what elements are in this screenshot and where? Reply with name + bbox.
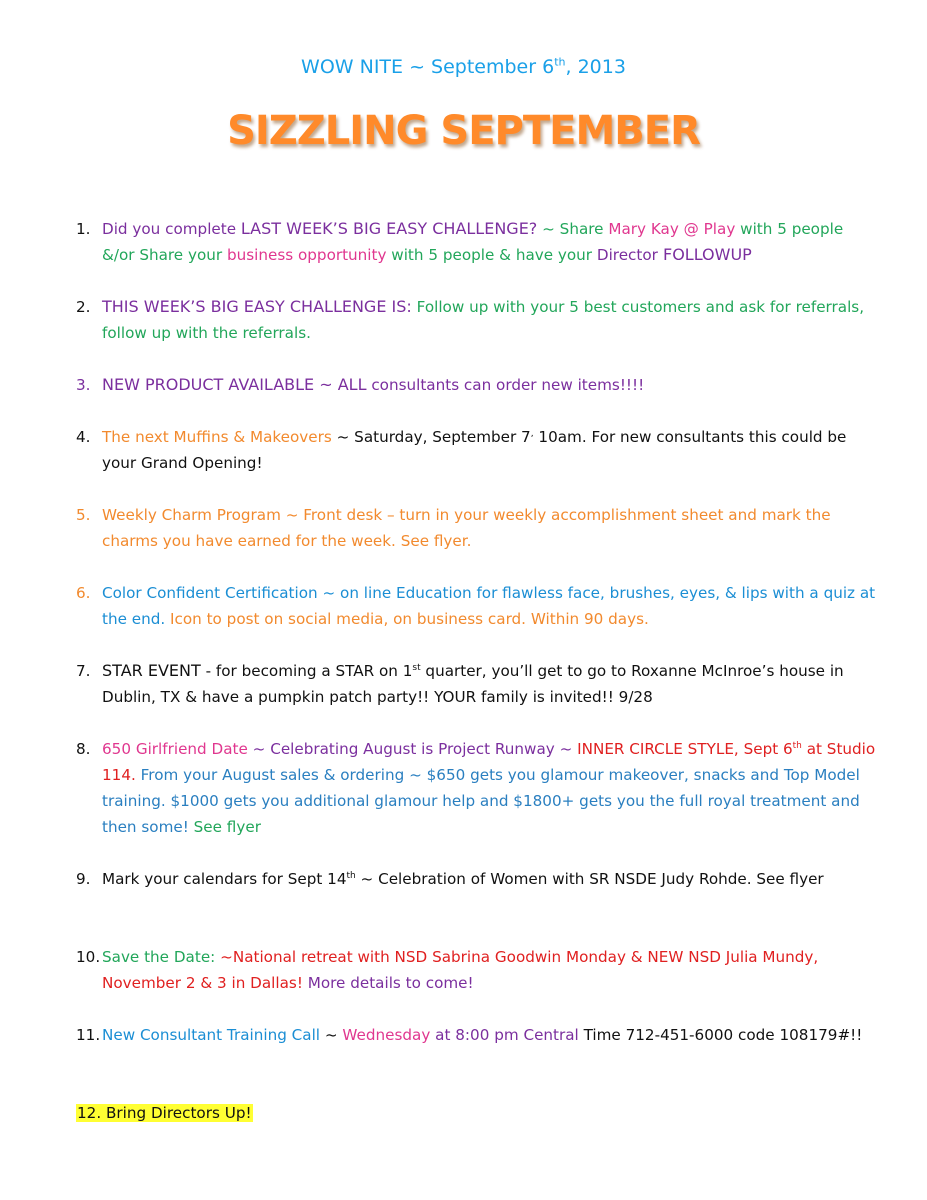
item-text: ~National retreat with NSD Sabrina Goodwin Monday & NEW NSD Julia Mundy, November 2 & 3 in Dallas! [102, 948, 819, 992]
highlighted-item [76, 1104, 253, 1122]
event-date-text: WOW NITE ~ September 6 [301, 56, 555, 78]
item-number: 5. [76, 506, 91, 524]
list-item [76, 580, 876, 632]
item-text: at 8:00 pm [430, 1026, 524, 1044]
item-heading: 650 Girlfriend Date [102, 740, 248, 758]
event-date-suffix: th [554, 55, 566, 69]
item-text: From your August sales & ordering ~ $650 gets you glamour makeover, snacks and Top Model training. $1000 gets you additional glamour help and $1800+ gets you the full royal treatment and then some! [102, 766, 860, 836]
item-text: with 5 people & have your [386, 246, 597, 264]
item-number: 12. [77, 1104, 102, 1122]
item-heading: NEW PRODUCT AVAILABLE ~ [102, 375, 338, 394]
item-text: flawless face, brushes, eyes, & lips with a quiz at the end. [102, 584, 876, 628]
item-text: See flyer [188, 818, 261, 836]
item-highlight: INNER CIRCLE STYLE, Sept 6 [577, 740, 793, 758]
item-text: with 5 people &/or Share your [102, 220, 844, 264]
list-item [76, 658, 876, 710]
item-heading: The next Muffins & Makeovers [102, 428, 332, 446]
item-superscript: th [792, 740, 802, 751]
item-highlight: business opportunity [226, 246, 387, 264]
item-highlight: Mary Kay @ Play [608, 220, 736, 238]
list-item [76, 1100, 876, 1126]
item-text: quarter, you’ll get to go to Roxanne McInroe’s house in Dublin, TX & have a pumpkin patch party!! YOUR family is invited!! 9/28 [102, 662, 844, 706]
page-title: SIZZLING SEPTEMBER [227, 108, 700, 154]
item-heading: New Consultant Training Call [102, 1026, 321, 1044]
item-highlight: Wednesday [342, 1026, 431, 1044]
item-number: 6. [76, 584, 91, 602]
item-text: ~ Celebrating August is Project Runway ~ [247, 740, 578, 758]
item-text: Director [596, 246, 658, 264]
item-text: 10am. For new consultants this could be your Grand Opening! [102, 428, 847, 472]
list-item [76, 424, 876, 476]
item-heading: Color Confident Certification [102, 584, 318, 602]
item-text: ~ on line Education for [317, 584, 503, 602]
item-text: Central [523, 1026, 579, 1044]
item-text: ~ Celebration of Women with SR NSDE Judy Rohde. See flyer [355, 870, 824, 888]
item-number: 3. [76, 376, 91, 394]
list-item [76, 866, 876, 892]
item-text: More details to come! [302, 974, 474, 992]
item-text: ~ Share [537, 220, 609, 238]
item-number: 9. [76, 870, 91, 888]
list-item [76, 294, 876, 346]
item-heading: Bring Directors Up! [105, 1104, 252, 1122]
item-superscript: , [530, 428, 534, 439]
item-number: 4. [76, 428, 91, 446]
item-text: Icon to post on social media, on business card. Within 90 days. [165, 610, 649, 628]
list-item [76, 216, 876, 268]
list-item [76, 736, 876, 840]
item-number: 7. [76, 662, 91, 680]
item-heading: STAR EVENT [102, 661, 201, 680]
item-number: 1. [76, 220, 91, 238]
item-superscript: st [412, 662, 421, 673]
list-item [76, 372, 876, 398]
item-heading: Weekly Charm Program [102, 506, 281, 524]
item-text: Follow up with your 5 best customers and ask for referrals, follow up with the referrals. [102, 298, 865, 342]
item-highlight: ALL [337, 375, 367, 394]
list-item [76, 1022, 876, 1048]
item-number: 8. [76, 740, 91, 758]
item-highlight: at Studio 114. [102, 740, 876, 784]
item-text: Did you complete [102, 220, 241, 238]
list-item [76, 944, 876, 996]
item-text: - for becoming a STAR on 1 [200, 662, 413, 680]
item-superscript: th [346, 870, 356, 881]
item-heading: THIS WEEK’S BIG EASY CHALLENGE IS: [102, 297, 412, 316]
item-number: 11. [76, 1026, 101, 1044]
item-heading: Mark your calendars for Sept 14 [102, 870, 347, 888]
item-text: ~ Saturday, September 7 [331, 428, 531, 446]
item-text: Time 712-451-6000 code 108179#!! [578, 1026, 863, 1044]
event-date-line [0, 56, 927, 78]
item-number: 10. [76, 948, 101, 966]
item-highlight: LAST WEEK’S BIG EASY CHALLENGE? [240, 219, 538, 238]
item-text: ~ Front desk – turn in your weekly accomplishment sheet and mark the charms you have earned for the week. See flyer. [102, 506, 831, 550]
item-number: 2. [76, 298, 91, 316]
list-item [76, 502, 876, 554]
event-year-text: , 2013 [565, 56, 626, 78]
item-highlight: FOLLOWUP [657, 245, 752, 264]
item-text: ~ [320, 1026, 343, 1044]
item-heading: Save the Date: [102, 948, 216, 966]
item-text: consultants can order new items!!!! [366, 376, 645, 394]
